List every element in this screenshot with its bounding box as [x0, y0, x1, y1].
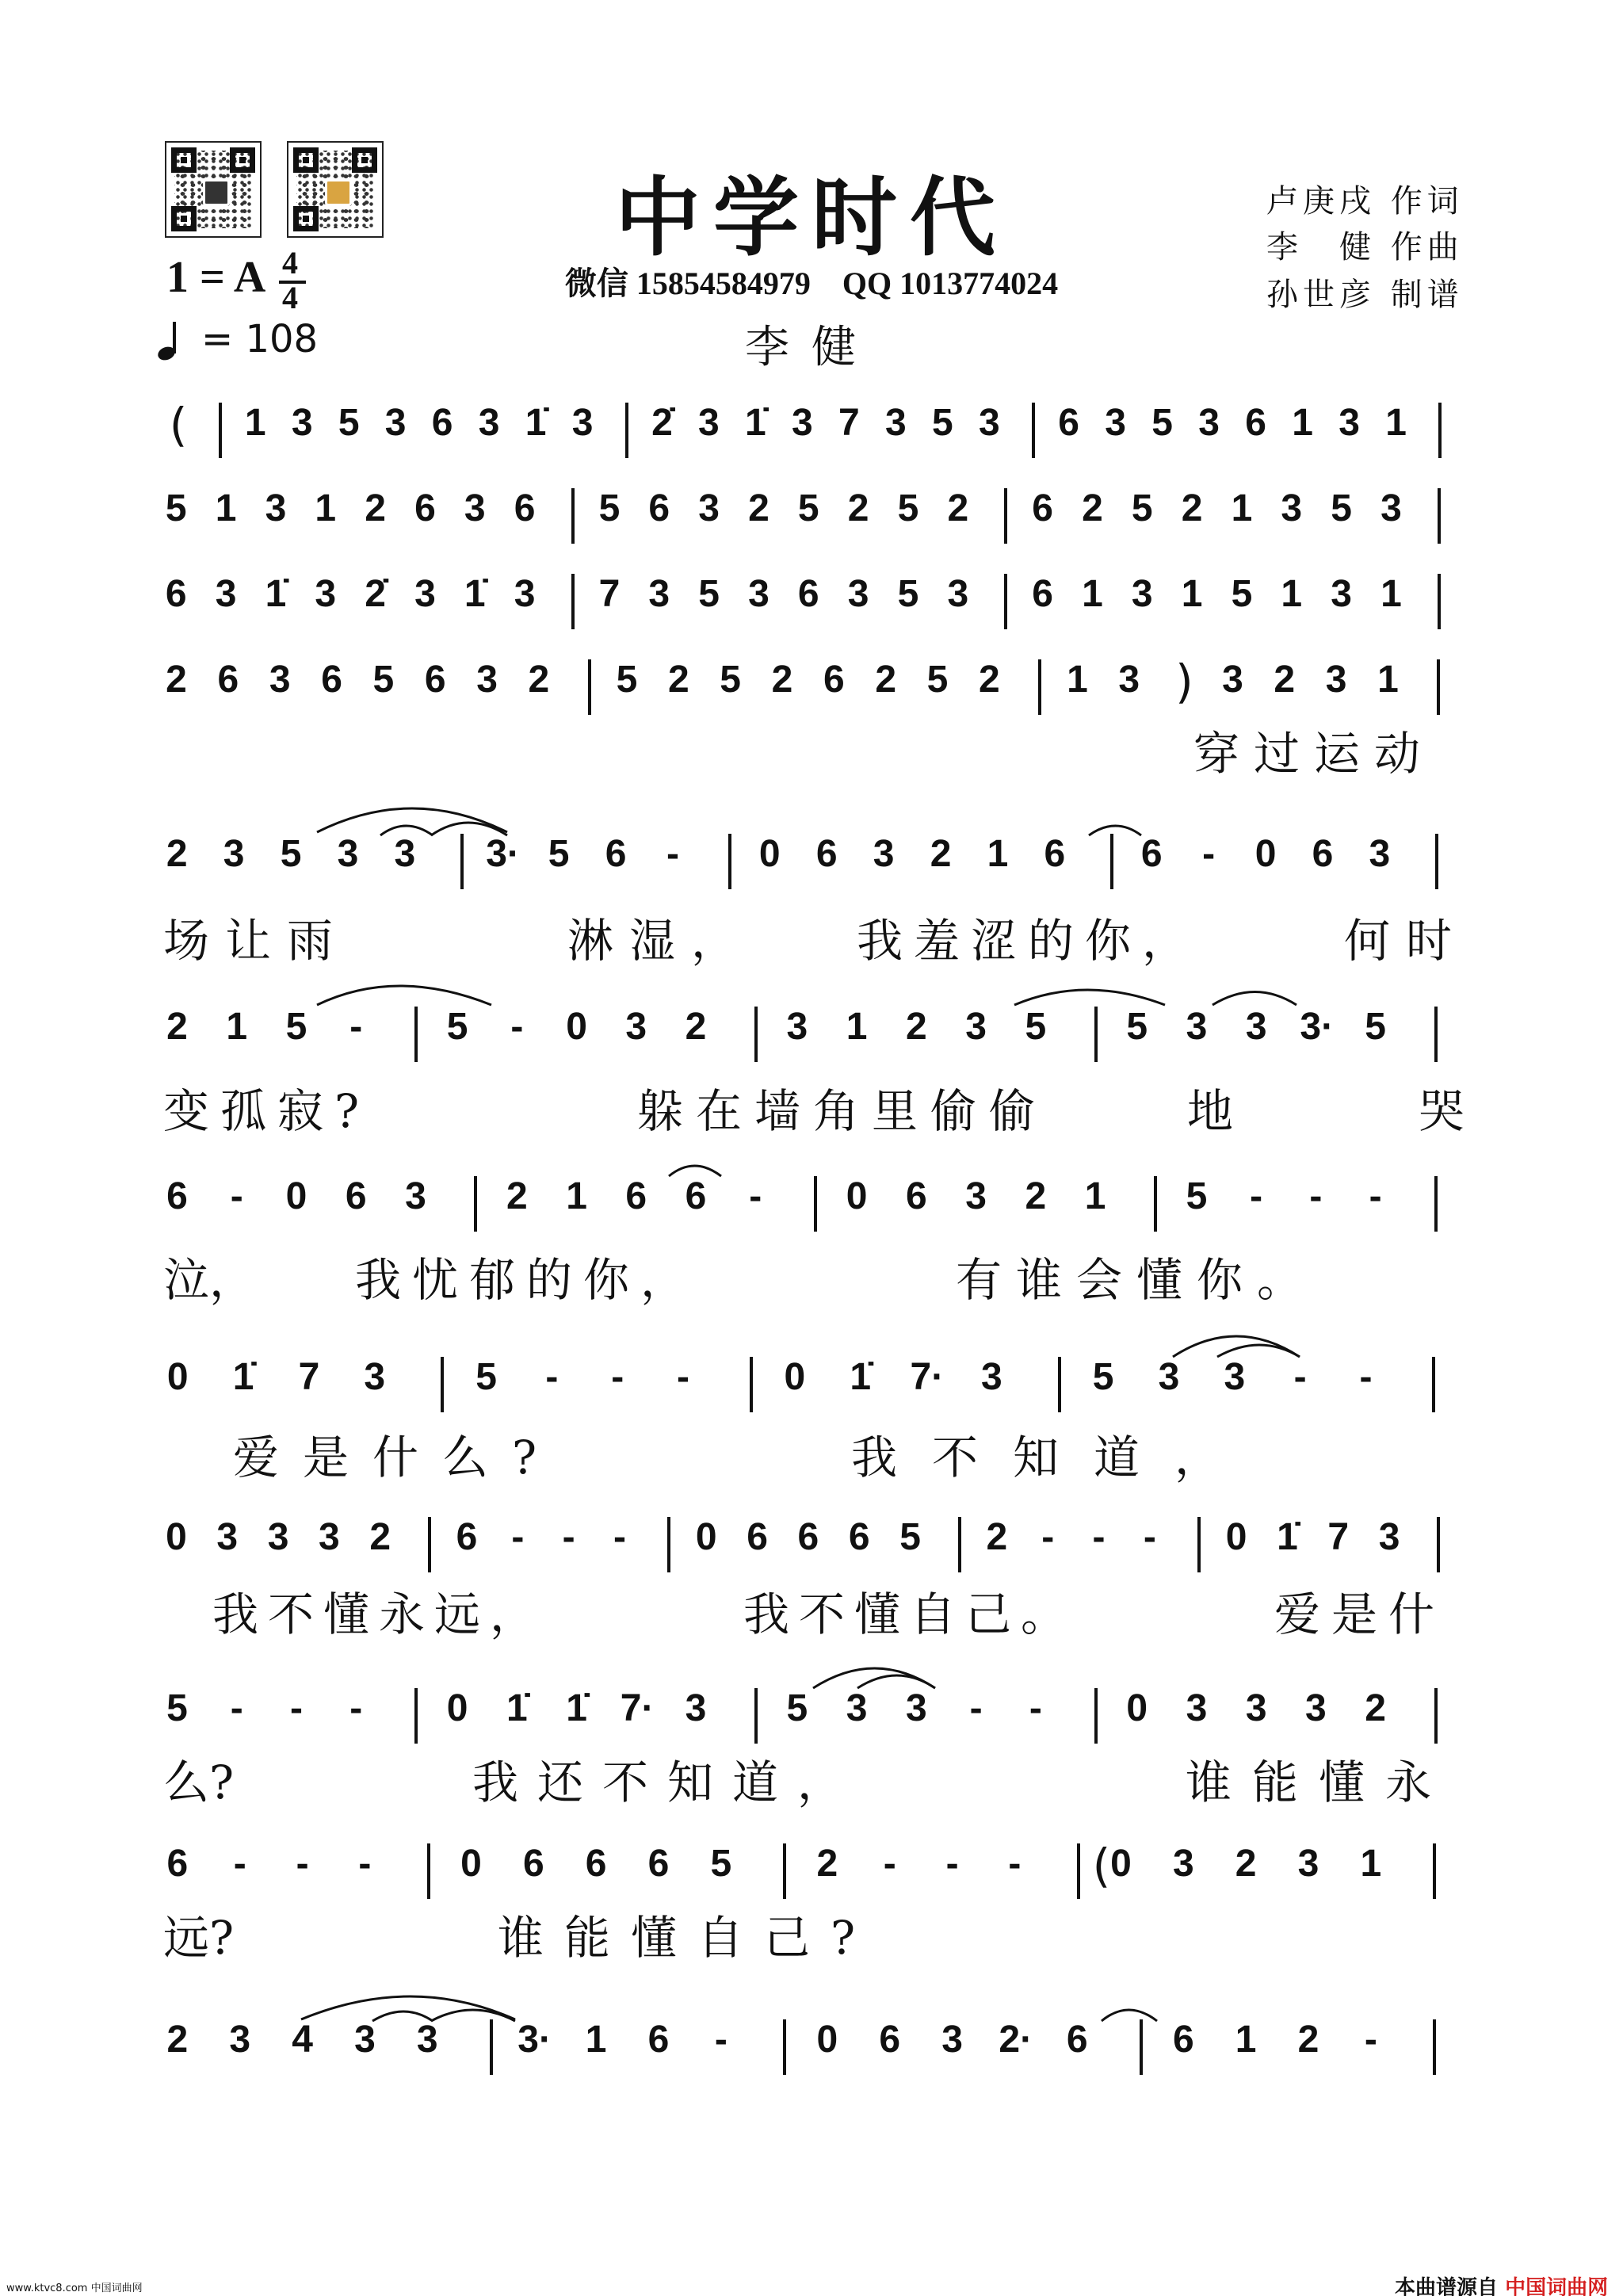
- note: 5: [720, 659, 741, 701]
- note: 6: [345, 1175, 367, 1217]
- note: 2: [1181, 487, 1203, 529]
- note: 2: [978, 659, 1000, 701]
- note: 5: [1331, 487, 1352, 529]
- lyric-text: 谁能懂自己?: [498, 1911, 876, 1965]
- note: 5: [372, 659, 395, 701]
- note: 6: [1245, 402, 1266, 444]
- note: 0: [1110, 1843, 1132, 1885]
- key-signature: 1 = A: [166, 253, 266, 302]
- note: 1: [846, 1006, 868, 1048]
- note: 7: [298, 1356, 320, 1398]
- sustain-dash: -: [1143, 1516, 1156, 1558]
- note: 1̇: [464, 573, 486, 615]
- note: 3: [965, 1006, 987, 1048]
- note: 3: [265, 487, 287, 529]
- note: 3: [291, 402, 313, 444]
- song-title: 中学时代: [614, 168, 1008, 268]
- note: 0: [816, 2019, 838, 2061]
- note: 7: [598, 573, 621, 615]
- note: 6: [747, 1516, 768, 1558]
- note: 6: [685, 1175, 707, 1217]
- note: 3: [1331, 573, 1352, 615]
- note: 6: [217, 659, 239, 701]
- lyric-text: 泣，: [163, 1253, 256, 1307]
- note: 5: [932, 402, 953, 444]
- sustain-dash: -: [883, 1843, 896, 1885]
- note: 6: [1044, 833, 1066, 875]
- sustain-dash: -: [677, 1356, 690, 1398]
- note: 3: [846, 1687, 868, 1729]
- note: 3: [1222, 659, 1243, 701]
- note: 2̇: [365, 573, 386, 615]
- note: 3: [873, 833, 895, 875]
- lyric-text: 我羞涩的你，: [857, 914, 1200, 968]
- sustain-dash: -: [1202, 833, 1216, 875]
- lyric-text: 哭: [1419, 1084, 1465, 1138]
- note: 2: [506, 1175, 528, 1217]
- note: 0: [166, 1356, 189, 1398]
- note: 6: [823, 659, 845, 701]
- note: 3: [319, 1516, 340, 1558]
- note: 2: [528, 659, 550, 701]
- note: 0: [846, 1175, 868, 1217]
- note: 2: [947, 487, 969, 529]
- note: 3: [980, 1356, 1002, 1398]
- note: 2: [986, 1516, 1008, 1558]
- sustain-dash: -: [749, 1175, 762, 1217]
- note: 5: [710, 1843, 732, 1885]
- sustain-dash: -: [714, 2019, 727, 2061]
- note: 5: [285, 1006, 307, 1048]
- note: 3: [337, 833, 359, 875]
- footer-source: [1395, 2271, 1608, 2296]
- note: 0: [285, 1175, 307, 1217]
- note: 3: [478, 402, 500, 444]
- note: 5: [797, 487, 819, 529]
- note: 1: [1360, 1843, 1382, 1885]
- note: 3: [215, 573, 237, 615]
- note: 3: [416, 2019, 438, 2061]
- note: 3: [1245, 1687, 1267, 1729]
- arranger-credit: 孙世彦 制谱: [1266, 277, 1464, 313]
- lyric-text: 我不懂永远，: [212, 1587, 546, 1641]
- sustain-dash: -: [1092, 1516, 1106, 1558]
- note: 6: [522, 1843, 544, 1885]
- note: 3: [786, 1006, 808, 1048]
- note: 1: [226, 1006, 248, 1048]
- note: 3: [384, 402, 407, 444]
- note: 5: [1186, 1175, 1208, 1217]
- note: 7: [838, 402, 860, 444]
- note: 1: [1181, 573, 1203, 615]
- note: 3·: [1300, 1006, 1335, 1048]
- note: 3: [1172, 1843, 1194, 1885]
- note: 6: [647, 1843, 670, 1885]
- note: 5: [1365, 1006, 1386, 1048]
- note: 3: [685, 1687, 707, 1729]
- lyric-text: 有谁会懂你。: [956, 1253, 1318, 1307]
- note: 6: [456, 1516, 478, 1558]
- sustain-dash: -: [1293, 1356, 1307, 1398]
- note: 1: [1231, 487, 1253, 529]
- sustain-dash: -: [1029, 1687, 1042, 1729]
- lyric-text: 穿过运动: [1193, 727, 1435, 781]
- sustain-dash: -: [296, 1843, 309, 1885]
- note: 3: [1131, 573, 1153, 615]
- note: 5: [1231, 573, 1253, 615]
- note: 5: [338, 402, 360, 444]
- note: 3: [405, 1175, 426, 1217]
- note: 1̇: [506, 1687, 528, 1729]
- note: 3: [1281, 487, 1303, 529]
- lyric-text: 我不懂自己。: [743, 1587, 1077, 1641]
- note: 3: [847, 573, 869, 615]
- sustain-dash: -: [1008, 1843, 1022, 1885]
- tempo-marking: = 108: [201, 317, 319, 361]
- note: 0: [446, 1687, 468, 1729]
- note: 6: [585, 1843, 607, 1885]
- note: 2·: [999, 2019, 1033, 2061]
- note: 3: [1369, 833, 1391, 875]
- note: 6: [1058, 402, 1079, 444]
- note: 3: [1245, 1006, 1267, 1048]
- note: 3: [364, 1356, 386, 1398]
- note: 1: [1385, 402, 1407, 444]
- singer-name: 李健: [745, 322, 878, 373]
- note: 3: [648, 573, 670, 615]
- sustain-dash: -: [233, 1843, 246, 1885]
- note: 1: [987, 833, 1009, 875]
- note: 6: [647, 2019, 670, 2061]
- note: 5: [616, 659, 638, 701]
- sustain-dash: -: [666, 833, 679, 875]
- note: 2: [166, 2019, 189, 2061]
- note: 1̇: [850, 1356, 872, 1398]
- sustain-dash: -: [613, 1516, 626, 1558]
- note: 3: [571, 402, 594, 444]
- lyric-text: 我不知道，: [851, 1431, 1256, 1484]
- note: 7: [1327, 1516, 1350, 1558]
- note: 2: [1365, 1687, 1386, 1729]
- sustain-dash: -: [1369, 1175, 1382, 1217]
- note: 2: [667, 659, 689, 701]
- note: 3: [1186, 1687, 1208, 1729]
- note: 6: [166, 1843, 189, 1885]
- note: 3: [514, 573, 536, 615]
- lyric-text: 何时: [1344, 914, 1468, 968]
- note: 2̇: [651, 402, 673, 444]
- note: 1̇: [1277, 1516, 1298, 1558]
- note: 3: [1378, 1516, 1400, 1558]
- bracket: (: [169, 398, 188, 452]
- note: 2: [816, 1843, 838, 1885]
- sustain-dash: -: [969, 1687, 983, 1729]
- note: 0: [1254, 833, 1277, 875]
- note: 2: [748, 487, 769, 529]
- note: 5: [280, 833, 302, 875]
- sustain-dash: -: [1359, 1356, 1373, 1398]
- note: 5: [1131, 487, 1153, 529]
- note: 2: [685, 1006, 707, 1048]
- note: 3: [464, 487, 486, 529]
- lyric-text: 我还不知道，: [472, 1755, 863, 1809]
- lyric-text: 地: [1187, 1084, 1234, 1138]
- note: 2: [1235, 1843, 1257, 1885]
- contact-info: 微信 15854584979 QQ 1013774024: [564, 266, 1059, 301]
- lyric-text: 爱是什么?: [233, 1431, 561, 1484]
- note: 3: [698, 402, 720, 444]
- sustain-dash: -: [945, 1843, 959, 1885]
- sustain-dash: -: [230, 1687, 243, 1729]
- note: 0: [566, 1006, 587, 1048]
- note: 1̇: [265, 573, 287, 615]
- note: 6: [1032, 573, 1053, 615]
- note: 3: [1338, 402, 1360, 444]
- note: 3·: [486, 833, 520, 875]
- sustain-dash: -: [611, 1356, 624, 1398]
- note: 2: [369, 1516, 391, 1558]
- note: 2: [1274, 659, 1296, 701]
- note: 6: [431, 402, 453, 444]
- note: 3: [1305, 1687, 1327, 1729]
- lyricist-credit: 卢庚戌 作词: [1266, 183, 1464, 220]
- note: 6: [605, 833, 627, 875]
- lyric-text: 爱是什: [1274, 1587, 1446, 1641]
- note: 2: [875, 659, 897, 701]
- note: 2: [166, 833, 188, 875]
- note: 1̇: [566, 1687, 587, 1729]
- note: 2: [847, 487, 869, 529]
- note: 5: [446, 1006, 468, 1048]
- note: 0: [166, 1516, 187, 1558]
- note: 5: [926, 659, 949, 701]
- sustain-dash: -: [1364, 2019, 1377, 2061]
- note: 3: [941, 2019, 963, 2061]
- note: 6: [166, 1175, 188, 1217]
- sustain-dash: -: [511, 1516, 525, 1558]
- note: 1̇: [232, 1356, 254, 1398]
- note: 3: [229, 2019, 251, 2061]
- note: 7·: [620, 1687, 655, 1729]
- note: 2: [166, 1006, 188, 1048]
- time-signature-bottom: 4: [282, 280, 298, 315]
- note: 3: [1198, 402, 1220, 444]
- bracket: (: [1092, 1839, 1111, 1893]
- note: 3: [947, 573, 969, 615]
- sustain-dash: -: [349, 1006, 363, 1048]
- note: 0: [784, 1356, 806, 1398]
- note: 6: [906, 1175, 927, 1217]
- note: 2: [1025, 1175, 1047, 1217]
- note: 5: [899, 1516, 921, 1558]
- note: 5: [698, 573, 720, 615]
- sustain-dash: -: [230, 1175, 243, 1217]
- note: 3: [885, 402, 907, 444]
- note: 1: [1377, 659, 1399, 701]
- note: 1: [1082, 573, 1103, 615]
- note: 3: [1118, 659, 1140, 701]
- lyric-text: 淋湿，: [567, 914, 754, 968]
- note: 2: [166, 659, 187, 701]
- note: 6: [625, 1175, 647, 1217]
- sustain-dash: -: [349, 1687, 363, 1729]
- note: 3: [1105, 402, 1126, 444]
- sustain-dash: -: [289, 1687, 303, 1729]
- note: 6: [414, 487, 436, 529]
- lyric-text: 么?: [163, 1755, 235, 1809]
- note: 1: [215, 487, 237, 529]
- note: 1: [1381, 573, 1402, 615]
- note: 1: [1084, 1175, 1106, 1217]
- note: 0: [460, 1843, 482, 1885]
- note: 5: [598, 487, 621, 529]
- footer-source-site: 中国词曲网: [1505, 2276, 1609, 2296]
- footer-site: www.ktvc8.com 中国词曲网: [6, 2283, 143, 2294]
- note: 3: [1297, 1843, 1319, 1885]
- composer-credit: 李 健 作曲: [1266, 229, 1464, 266]
- note: 2: [930, 833, 952, 875]
- note: 5: [475, 1356, 497, 1398]
- sustain-dash: -: [562, 1516, 575, 1558]
- note: 6: [321, 659, 342, 701]
- note: 3: [476, 659, 498, 701]
- note: 3: [216, 1516, 239, 1558]
- note: 6: [165, 573, 187, 615]
- note: 6: [797, 1516, 819, 1558]
- note: 5: [1151, 402, 1173, 444]
- time-signature-top: 4: [282, 245, 298, 281]
- note: 3: [625, 1006, 647, 1048]
- note: 3: [1224, 1356, 1246, 1398]
- sustain-dash: -: [358, 1843, 372, 1885]
- note: 3: [267, 1516, 289, 1558]
- note: 3: [965, 1175, 987, 1217]
- note: 3: [394, 833, 416, 875]
- lyric-text: 变孤寂?: [163, 1084, 371, 1138]
- note: 5: [1126, 1006, 1148, 1048]
- footer-source-label: 本曲谱源自: [1395, 2276, 1499, 2296]
- note: 1: [566, 1175, 587, 1217]
- sustain-dash: -: [1041, 1516, 1055, 1558]
- note: 1: [585, 2019, 607, 2061]
- lyric-text: 躲在墙角里偷偷: [637, 1084, 1048, 1138]
- note: 3: [698, 487, 720, 529]
- note: 3: [906, 1687, 927, 1729]
- sustain-dash: -: [510, 1006, 524, 1048]
- lyric-text: 我忧郁的你，: [355, 1253, 698, 1307]
- note: 2: [771, 659, 793, 701]
- note: 5: [897, 573, 919, 615]
- note: 3: [748, 573, 769, 615]
- note: 3: [1381, 487, 1402, 529]
- note: 3: [269, 659, 291, 701]
- note: 1: [1281, 573, 1303, 615]
- sustain-dash: -: [1309, 1175, 1323, 1217]
- note: 3: [1325, 659, 1347, 701]
- note: 5: [165, 487, 187, 529]
- note: 0: [1225, 1516, 1247, 1558]
- sustain-dash: -: [545, 1356, 559, 1398]
- note: 3·: [517, 2019, 552, 2061]
- lyric-text: 场让雨: [163, 914, 349, 968]
- note: 4: [292, 2019, 313, 2061]
- note: 1: [315, 487, 337, 529]
- note: 5: [786, 1687, 808, 1729]
- sustain-dash: -: [1250, 1175, 1263, 1217]
- note: 0: [1126, 1687, 1148, 1729]
- note: 1̇: [745, 402, 766, 444]
- note: 1: [1067, 659, 1088, 701]
- note: 6: [1066, 2019, 1088, 2061]
- note: 6: [879, 2019, 901, 2061]
- note: 7·: [910, 1356, 945, 1398]
- note: 3: [1186, 1006, 1208, 1048]
- note: 6: [424, 659, 446, 701]
- note: 3: [414, 573, 436, 615]
- note: 3: [1158, 1356, 1180, 1398]
- lyric-text: 谁能懂永: [1186, 1755, 1453, 1809]
- note: 6: [1172, 2019, 1194, 2061]
- note: 6: [648, 487, 670, 529]
- note: 2: [1297, 2019, 1319, 2061]
- note: 3: [315, 573, 337, 615]
- note: 3: [354, 2019, 376, 2061]
- note: 3: [979, 402, 1000, 444]
- bracket: ): [1175, 655, 1193, 709]
- note: 6: [1140, 833, 1163, 875]
- note: 1: [1235, 2019, 1257, 2061]
- note: 6: [797, 573, 819, 615]
- note: 3: [792, 402, 813, 444]
- note: 3: [223, 833, 245, 875]
- note: 5: [1025, 1006, 1047, 1048]
- note: 6: [815, 833, 838, 875]
- note: 2: [365, 487, 386, 529]
- note: 5: [166, 1687, 188, 1729]
- note: 0: [695, 1516, 717, 1558]
- note: 1: [1292, 402, 1313, 444]
- note: 1̇: [525, 402, 547, 444]
- note: 6: [1032, 487, 1053, 529]
- note: 6: [848, 1516, 870, 1558]
- note: 5: [1092, 1356, 1114, 1398]
- note: 2: [1082, 487, 1103, 529]
- note: 5: [548, 833, 570, 875]
- note: 0: [758, 833, 781, 875]
- note: 1: [244, 402, 266, 444]
- note: 5: [897, 487, 919, 529]
- lyric-text: 远?: [163, 1911, 235, 1965]
- note: 2: [906, 1006, 927, 1048]
- note: 6: [514, 487, 536, 529]
- note: 6: [1312, 833, 1334, 875]
